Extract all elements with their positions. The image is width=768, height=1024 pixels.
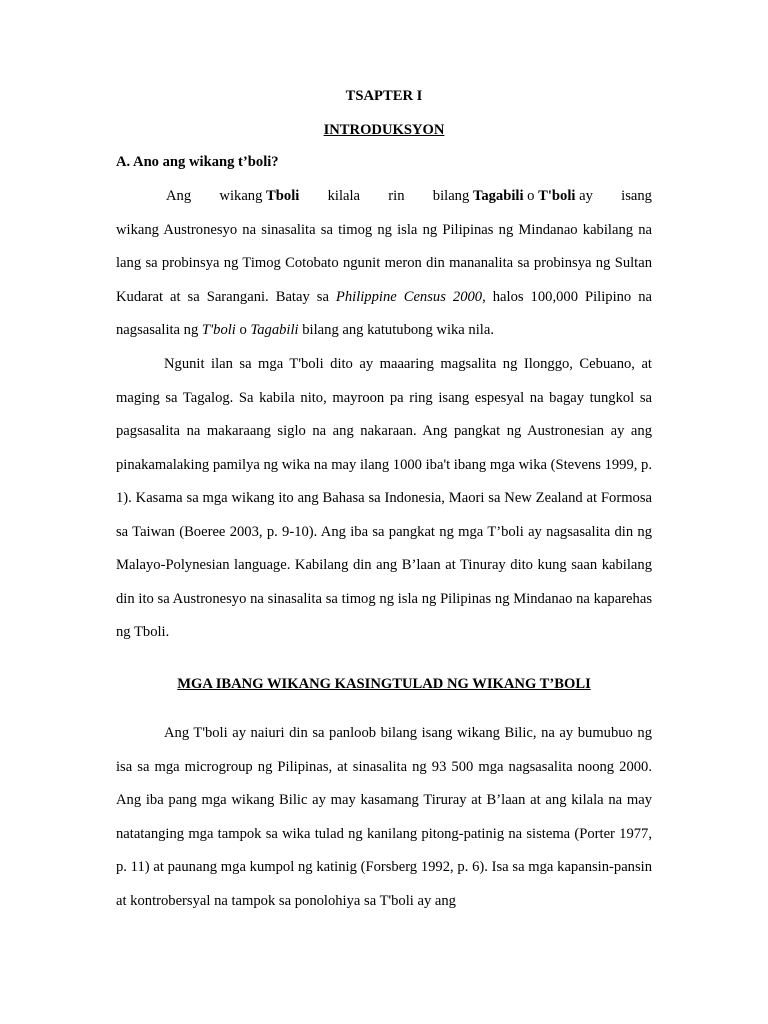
term-italic: T'boli [201, 322, 236, 338]
word: o [527, 188, 535, 204]
text-run: bilang ang katutubong wika nila. [298, 322, 494, 338]
paragraph-2: Ngunit ilan sa mga T'boli dito ay maaaring magsalita ng Ilonggo, Cebuano, at maging sa Tagalog. Sa kabila nito, mayroon pa ring isang espesyal na bagay tungkol sa pagsasalita na makaraang siglo na ang nakaraan. Ang pangkat ng Austronesian ay ang pinakamalaking pamilya ng wika na may ilang 1000 iba't ibang mga wika (Stevens 1999, p. 1). Kasama sa mga wikang ito ang Bahasa sa Indonesia, Maori sa New Zealand at Formosa sa Taiwan (Boeree 2003, p. 9-10). Ang iba sa pangkat ng mga T’boli ay nagsasalita din ng Malayo-Polynesian language. Kabilang din ang B’laan at Tinuray dito kung saan kabilang din ito sa Austronesyo na sinasalita sa timog ng isla ng Pilipinas ng Mindanao na kaparehas ng Tboli. [116, 356, 652, 640]
census-title: Philippine Census 2000 [335, 288, 483, 305]
word: rin [388, 188, 405, 204]
heading-a: A. Ano ang wikang t’boli? [116, 154, 279, 170]
term-tagabili: Tagabili [472, 188, 524, 204]
word: bilang [432, 188, 470, 204]
text-run: , halos 100,000 Pilipino na nagsasalita ng [116, 288, 652, 338]
word-group [433, 180, 593, 214]
paragraph-3: Ang T'boli ay naiuri din sa panloob bilang isang wikang Bilic, na ay bumubuo ng isa sa mga microgroup ng Pilipinas, at sinasalita ng 93 500 mga nagsasalita noong 2000. Ang iba pang mga wikang Bilic ay may kasamang Tiruray at B’laan at ang kilala na may natatanging mga tampok sa wika tulad ng kanilang pitong-patinig na sistema (Porter 1977, p. 11) at paunang mga kumpol ng katinig (Forsberg 1992, p. 6). Isa sa mga kapansin-pansin at kontrobersyal na tampok sa ponolohiya sa T'boli ay ang [116, 725, 652, 909]
word: wikang [219, 188, 263, 204]
paragraph-1-body [116, 214, 652, 348]
subheading: MGA IBANG WIKANG KASINGTULAD NG WIKANG T’BOLI [177, 676, 591, 692]
word: Ang [166, 188, 192, 204]
section-title: INTRODUKSYON [323, 122, 445, 138]
term-italic: Tagabili [250, 322, 299, 338]
word: ay [579, 188, 593, 204]
word: isang [621, 188, 652, 204]
chapter-title: TSAPTER I [345, 88, 423, 104]
paragraph-1-first-line [116, 180, 652, 214]
term-t-boli: T'boli [538, 188, 576, 204]
paragraph-1 [116, 180, 652, 348]
text-run: wikang Austronesyo na sinasalita sa timog ng isla ng Pilipinas ng Mindanao kabilang na lang sa probinsya ng Timog Cotobato ngunit meron din mananalita sa probinsya ng Sultan Kudarat at sa Sarangani. Batay sa [116, 221, 652, 305]
word-group [219, 180, 299, 214]
word: kilala [327, 188, 361, 204]
term-tboli: Tboli [266, 188, 300, 204]
text-run: o [235, 322, 251, 338]
